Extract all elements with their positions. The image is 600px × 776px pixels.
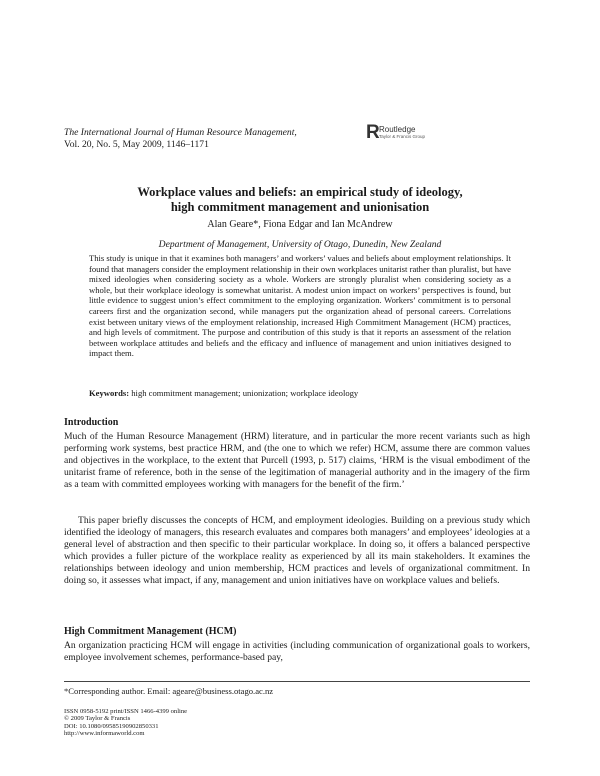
- corresponding-author-note: *Corresponding author. Email: ageare@business.otago.ac.nz: [64, 686, 274, 696]
- copyright: © 2009 Taylor & Francis: [64, 715, 131, 723]
- intro-paragraph-1: Much of the Human Resource Management (HRM) literature, and in particular the more recent variants such as high performing work systems, best practice HRM, and (the one to which we refer) HCM, assume there are common values and objectives in the workplace, to the extent that Purcell (1993, p. 517) claims, ‘HRM is the visual embodiment of the unitarist frame of reference, both in the sense of the legitimation of managerial authority and in the imagery of the firm as a team with committed employees working with managers for the benefit of the firm.’: [64, 431, 530, 490]
- affiliation: Department of Management, University of Otago, Dunedin, New Zealand: [158, 239, 442, 250]
- routledge-logo-icon: R: [366, 122, 380, 143]
- keywords-list: high commitment management; unionization; workplace ideology: [129, 388, 359, 398]
- section-heading-introduction: Introduction: [64, 417, 119, 428]
- abstract: This study is unique in that it examines both managers’ and workers’ values and beliefs about employment relationships. It found that managers consider the employment relationship in their own workplaces unitarist rather than pluralist, but have mixed ideologies when considering society as a whole. Workers are strongly pluralist when considering society as a whole, but their workplace ideology is somewhat unitarist. A modest union impact on workers’ perspectives is found, but little evidence to suggest union’s effect commitment to the employing organization. Workers’ commitment is to personal careers first and the organization second, while managers put the organization ahead of personal careers. Correlations exist between unitary views of the employment relationship, increased High Commitment Management (HCM) practices, and high levels of commitment. The purpose and contribution of this study is that it reports an assessment of the relation between workplace attitudes and beliefs and the efficacy and influence of management and union initiatives designed to impact them.: [89, 253, 511, 359]
- journal-header: [64, 127, 297, 151]
- authors: Alan Geare*, Fiona Edgar and Ian McAndrew: [207, 219, 393, 230]
- title-line-2: high commitment management and unionisation: [170, 199, 430, 214]
- intro-paragraph-2: [64, 515, 530, 587]
- article-title: [60, 185, 540, 214]
- issn: ISSN 0958-5192 print/ISSN 1466-4399 online: [64, 708, 188, 715]
- keywords-label: Keywords:: [89, 388, 130, 398]
- footnote-divider: [64, 681, 530, 682]
- publisher-url: http://www.informaworld.com: [64, 730, 145, 738]
- doi: DOI: 10.1080/09585190902850331: [64, 722, 159, 730]
- intro-paragraph-2-text: This paper briefly discusses the concepts of HCM, and employment ideologies. Building on a previous study which identified the ideology of managers, this research evaluates and compares both managers’ and employees’ ideologies at a general level of abstraction and then specific to their particular workplace. In doing so, it offers a balanced perspective which provides a fuller picture of the workplace reality as experienced by all its main stakeholders. It examines the relationships between ideology and union membership, HCM practices and levels of organizational commitment. In doing so, it assesses what impact, if any, management and union initiatives have on workplace values and beliefs.: [64, 515, 530, 586]
- logo-subtitle: Taylor & Francis Group: [379, 134, 426, 139]
- title-line-1: Workplace values and beliefs: an empirical study of ideology,: [137, 185, 463, 199]
- journal-title: The International Journal of Human Resource Management,: [64, 127, 297, 138]
- section-heading-hcm: High Commitment Management (HCM): [64, 626, 237, 637]
- journal-citation: Vol. 20, No. 5, May 2009, 1146–1171: [64, 139, 209, 150]
- keywords: [89, 388, 511, 398]
- publisher-logo: [366, 122, 436, 144]
- logo-wordmark: Routledge: [379, 125, 416, 134]
- hcm-paragraph-1: An organization practicing HCM will engage in activities (including communication of organizational goals to workers, employee involvement schemes, performance-based pay,: [64, 640, 530, 663]
- publication-metadata: [64, 708, 187, 738]
